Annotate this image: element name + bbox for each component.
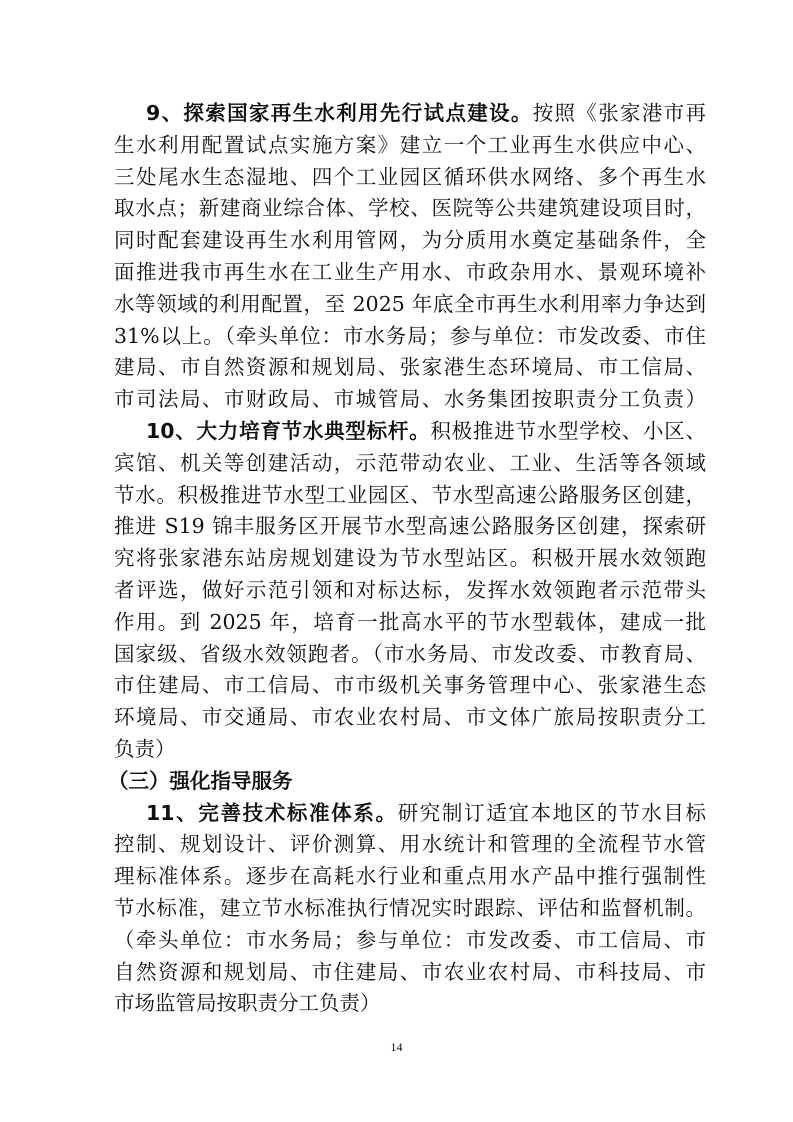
text-line: 者评选，做好示范引领和对标达标，发挥水效领跑者示范带头 — [114, 577, 706, 602]
text-line: 生水利用配置试点实施方案》建立一个工业再生水供应中心、 — [114, 132, 706, 157]
text-line — [114, 798, 706, 830]
paragraph-item-10 — [114, 416, 706, 766]
text-line: 环境局、市交通局、市农业农村局、市文体广旅局按职责分工 — [114, 705, 706, 730]
text-line: 市住建局、市工信局、市市级机关事务管理中心、张家港生态 — [114, 673, 706, 698]
text-line: 节水。积极推进节水型工业园区、节水型高速公路服务区创建， — [114, 482, 706, 507]
text-line: 面推进我市再生水在工业生产用水、市政杂用水、景观环境补 — [114, 259, 706, 284]
line-text: 研究制订适宜本地区的节水目标 — [397, 800, 707, 825]
text-line: 控制、规划设计、评价测算、用水统计和管理的全流程节水管 — [114, 832, 706, 857]
text-line: 推进 S19 锦丰服务区开展节水型高速公路服务区创建，探索研 — [114, 514, 706, 539]
text-line: 市司法局、市财政局、市城管局、水务集团按职责分工负责） — [114, 387, 706, 412]
text-line: 究将张家港东站房规划建设为节水型站区。积极开展水效领跑 — [114, 546, 706, 571]
item-title: 9、探索国家再生水利用先行试点建设。 — [146, 101, 533, 125]
text-line: 市场监管局按职责分工负责） — [114, 991, 381, 1016]
item-title: 10、大力培育节水典型标杆。 — [146, 418, 431, 443]
line-text: 按照《张家港市再 — [532, 101, 707, 125]
item-title: 11、完善技术标准体系。 — [146, 800, 398, 825]
text-line: 作用。到 2025 年，培育一批高水平的节水型载体，建成一批 — [114, 609, 706, 634]
text-line: 节水标准，建立节水标准执行情况实时跟踪、评估和监督机制。 — [114, 895, 706, 920]
text-line: 取水点；新建商业综合体、学校、医院等公共建筑建设项目时， — [114, 196, 706, 221]
text-line — [114, 98, 706, 130]
page-number: 14 — [390, 1040, 403, 1054]
text-line: 理标准体系。逐步在高耗水行业和重点用水产品中推行强制性 — [114, 864, 706, 889]
paragraph-item-9 — [114, 98, 706, 416]
text-line: 建局、市自然资源和规划局、张家港生态环境局、市工信局、 — [114, 355, 706, 380]
text-line: 三处尾水生态湿地、四个工业园区循环供水网络、多个再生水 — [114, 164, 706, 189]
paragraph-item-11 — [114, 798, 706, 1021]
text-line: 31%以上。（牵头单位：市水务局；参与单位：市发改委、市住 — [114, 323, 706, 348]
text-line — [114, 416, 706, 448]
text-line: 国家级、省级水效领跑者。（市水务局、市发改委、市教育局、 — [114, 641, 706, 666]
text-line: 水等领域的利用配置，至 2025 年底全市再生水利用率力争达到 — [114, 291, 706, 316]
text-line: （牵头单位：市水务局；参与单位：市发改委、市工信局、市 — [114, 927, 706, 952]
text-line: 自然资源和规划局、市住建局、市农业农村局、市科技局、市 — [114, 959, 706, 984]
section-heading: （三）强化指导服务 — [108, 768, 293, 793]
document-body — [108, 98, 707, 1020]
text-line: 同时配套建设再生水利用管网，为分质用水奠定基础条件，全 — [114, 228, 706, 253]
text-line: 宾馆、机关等创建活动，示范带动农业、工业、生活等各领域 — [114, 450, 706, 475]
line-text: 积极推进节水型学校、小区、 — [430, 418, 707, 443]
text-line: 负责） — [114, 736, 176, 761]
